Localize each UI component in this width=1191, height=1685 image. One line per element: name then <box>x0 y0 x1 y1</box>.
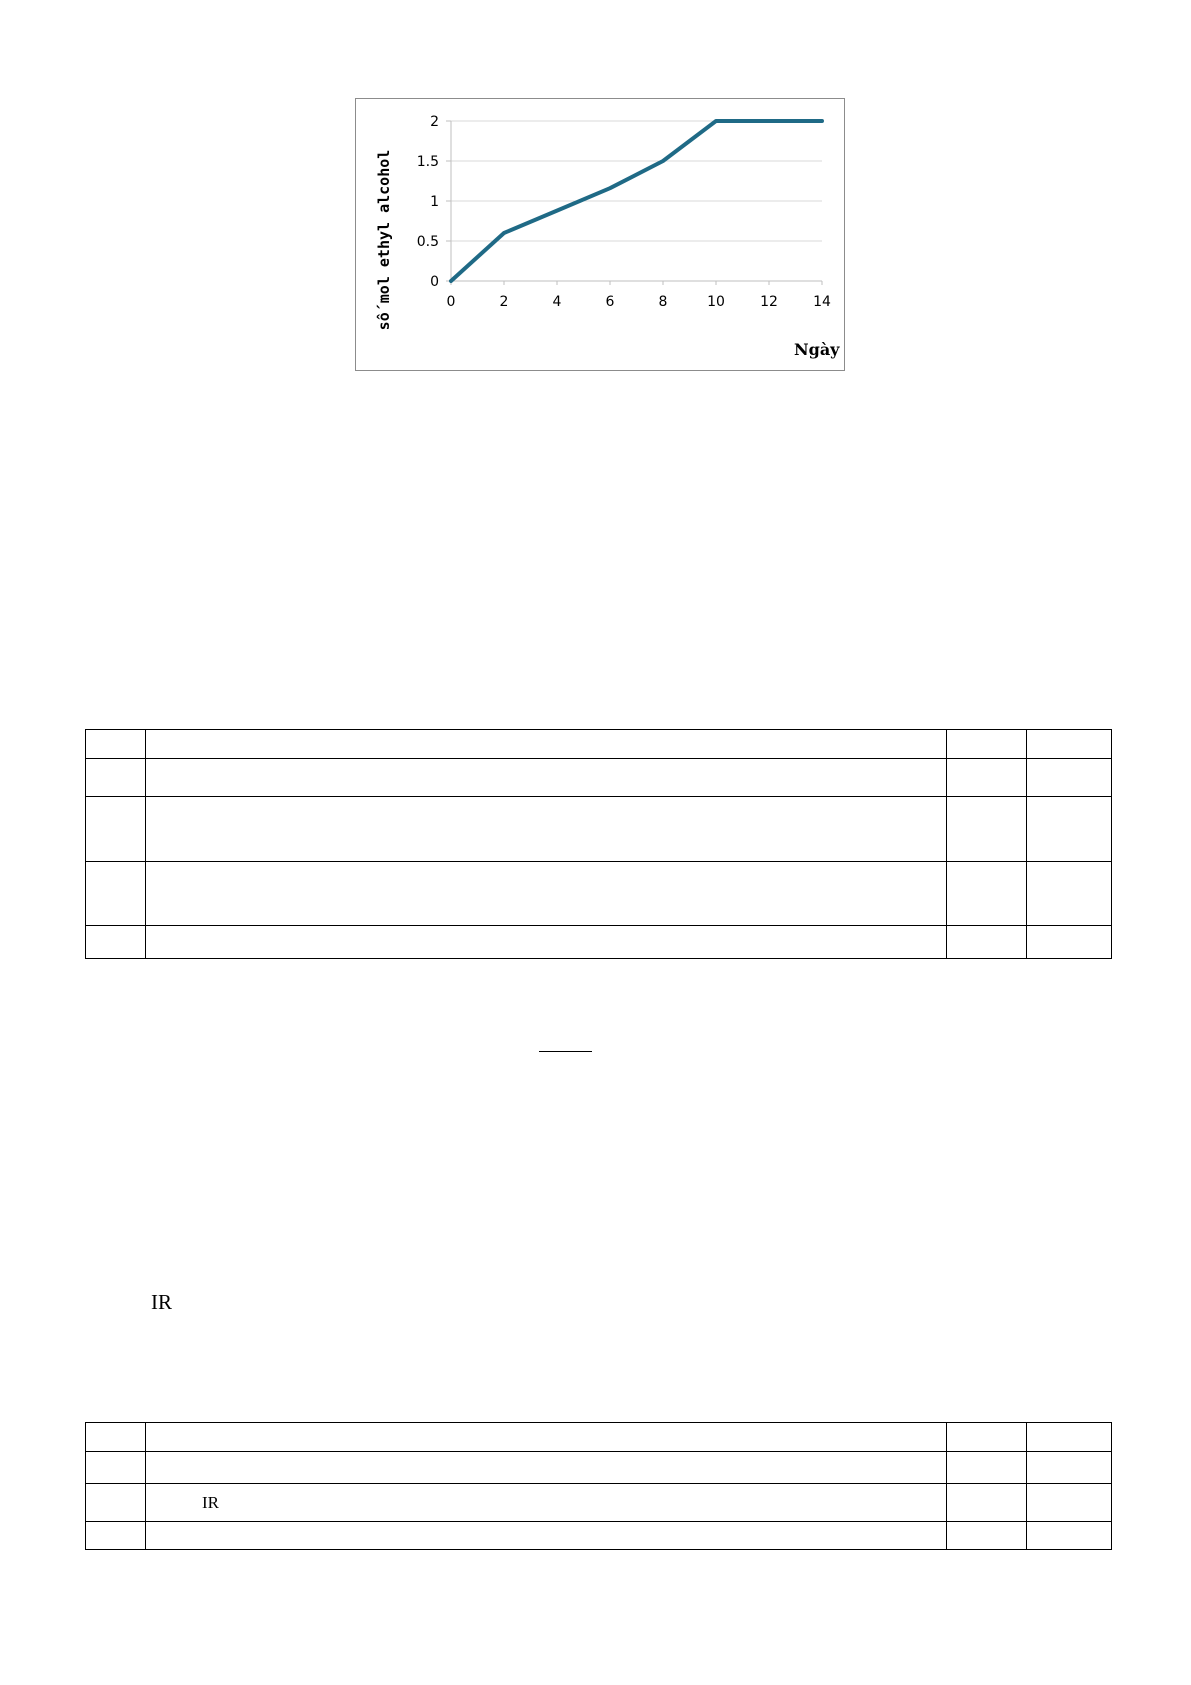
table-cell <box>146 759 947 797</box>
table-cell <box>1027 730 1112 759</box>
table-cell <box>1027 926 1112 959</box>
y-tick-label: 2 <box>430 114 439 130</box>
table-cell <box>947 1484 1027 1522</box>
table-cell <box>146 730 947 759</box>
table-cell <box>1027 797 1112 862</box>
table-row <box>86 797 1112 862</box>
x-tick-label: 4 <box>552 294 562 310</box>
table-cell <box>86 730 146 759</box>
table-cell <box>146 1452 947 1484</box>
table-row <box>86 1522 1112 1550</box>
y-tick-label: 1.5 <box>416 154 439 170</box>
y-tick-label: 1 <box>430 194 439 210</box>
table-cell <box>1027 1452 1112 1484</box>
table-row <box>86 759 1112 797</box>
x-tick-label: 8 <box>658 294 668 310</box>
answer-table-1 <box>85 729 1112 959</box>
x-axis-title: Ngày <box>794 340 840 359</box>
x-tick-label: 12 <box>760 294 778 310</box>
ir-label: IR <box>151 1290 172 1314</box>
table-cell <box>1027 1522 1112 1550</box>
chart-frame <box>355 98 845 371</box>
table-cell <box>86 1522 146 1550</box>
table-cell <box>86 926 146 959</box>
table-cell <box>947 1452 1027 1484</box>
table-cell <box>86 1423 146 1452</box>
table-cell <box>947 1522 1027 1550</box>
table-cell <box>947 1423 1027 1452</box>
x-tick-label: 10 <box>707 294 725 310</box>
table-cell <box>146 1522 947 1550</box>
table-row <box>86 1484 1112 1522</box>
table-cell <box>86 797 146 862</box>
table-cell cell-ir: IR <box>146 1484 947 1522</box>
table-cell <box>1027 759 1112 797</box>
y-tick-label: 0.5 <box>416 234 439 250</box>
table-cell <box>947 862 1027 926</box>
table-cell <box>146 926 947 959</box>
table-row <box>86 1423 1112 1452</box>
underline-mark <box>539 1051 592 1052</box>
line-chart <box>356 99 846 372</box>
table-cell <box>947 797 1027 862</box>
table-row <box>86 1452 1112 1484</box>
table-cell <box>947 759 1027 797</box>
table-cell <box>86 1484 146 1522</box>
table-cell <box>1027 1484 1112 1522</box>
table-row <box>86 862 1112 926</box>
table-cell <box>146 797 947 862</box>
table-cell <box>146 1423 947 1452</box>
x-tick-label: 6 <box>605 294 615 310</box>
table-cell <box>947 926 1027 959</box>
y-tick-label: 0 <box>430 274 439 290</box>
table-cell <box>86 862 146 926</box>
x-tick-label: 14 <box>813 294 831 310</box>
table-cell <box>1027 1423 1112 1452</box>
table-row <box>86 926 1112 959</box>
x-tick-label: 0 <box>446 294 456 310</box>
table-cell <box>146 862 947 926</box>
table-cell <box>1027 862 1112 926</box>
answer-table-2 <box>85 1422 1112 1550</box>
x-tick-label: 2 <box>499 294 509 310</box>
table-row <box>86 730 1112 759</box>
table-cell <box>947 730 1027 759</box>
table-cell <box>86 1452 146 1484</box>
table-cell <box>86 759 146 797</box>
